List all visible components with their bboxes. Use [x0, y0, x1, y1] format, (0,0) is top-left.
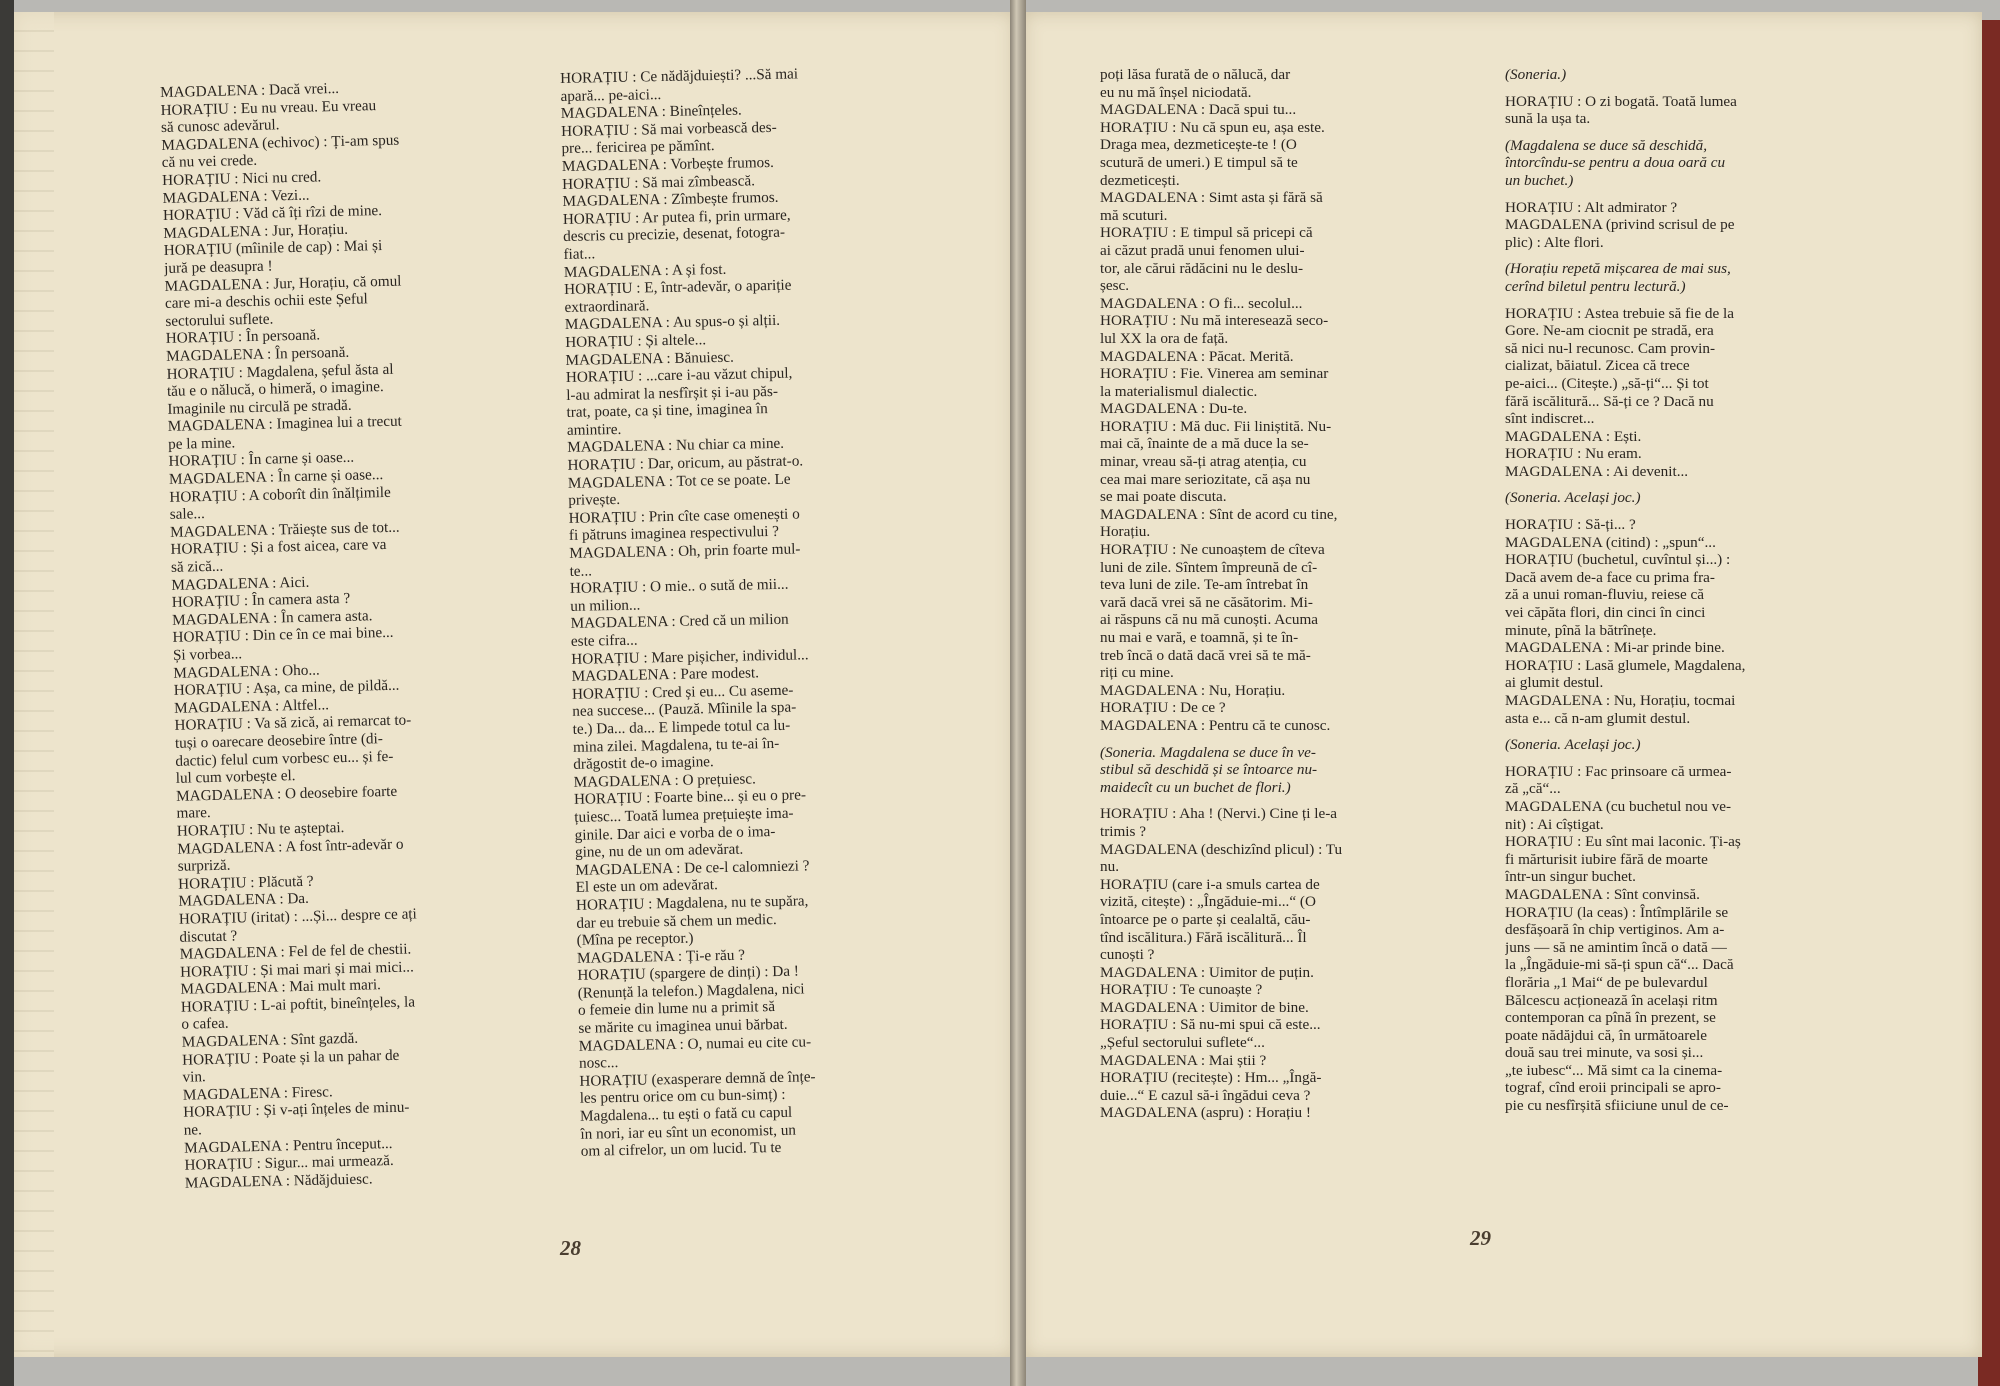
dialogue-line: HORAȚIU (care i-a smuls cartea de: [1100, 875, 1320, 893]
dialogue-line: o cafea.: [181, 1015, 229, 1034]
dialogue-line: sale...: [169, 505, 205, 524]
dialogue-line: MAGDALENA (cu buchetul nou ve-: [1505, 797, 1732, 815]
dialogue-line: luni de zile. Sîntem împreună de cî-: [1100, 558, 1318, 576]
dialogue-line: trimis ?: [1100, 822, 1146, 840]
stage-direction-line: un buchet.): [1505, 171, 1574, 189]
dialogue-line: vin.: [182, 1068, 206, 1086]
dialogue-line: MAGDALENA : Zîmbește frumos.: [562, 188, 779, 211]
dialogue-line: HORAȚIU : Mare pișicher, individul...: [571, 645, 809, 668]
dialogue-line: te...: [569, 562, 593, 580]
stage-direction-line: (Soneria. Magdalena se duce în ve-: [1100, 743, 1316, 761]
dialogue-line: HORAȚIU : Astea trebuie să fie de la: [1505, 304, 1735, 322]
dialogue-line: MAGDALENA : Mi-ar prinde bine.: [1505, 639, 1725, 657]
dialogue-line: Bălcescu acționează în același ritm: [1505, 991, 1718, 1009]
dialogue-line: MAGDALENA : Bineînțeles.: [560, 101, 742, 123]
dialogue-line: MAGDALENA : Vezi...: [162, 186, 310, 207]
dialogue-line: HORAȚIU : Alt admirator ?: [1505, 198, 1678, 216]
dialogue-line: HORAȚIU : L-ai poftit, bineînțeles, la: [180, 993, 416, 1016]
dialogue-line: să zică...: [170, 557, 224, 576]
dialogue-line: Imaginile nu circulă pe stradă.: [167, 396, 352, 418]
dialogue-line: drăgostit de-o imagine.: [573, 753, 714, 774]
dialogue-line: minute, pînă la bătrînețe.: [1505, 621, 1657, 639]
dialogue-line: MAGDALENA : Fel de fel de chestii.: [179, 940, 412, 963]
dialogue-line: MAGDALENA : O deosebire foarte: [175, 782, 398, 805]
dialogue-line: pe-aici... (Citește.) „să-ți“... Și tot: [1505, 374, 1709, 392]
dialogue-line: fiat...: [563, 245, 596, 263]
dialogue-line: MAGDALENA : Trăiește sus de tot...: [169, 518, 400, 541]
dialogue-line: HORAȚIU : Nu te așteptai.: [176, 818, 345, 840]
dialogue-line: „te iubesc“... Mă simt ca la cinema-: [1505, 1061, 1723, 1079]
dialogue-line: HORAȚIU : Mă duc. Fii liniștită. Nu-: [1100, 417, 1332, 435]
dialogue-line: MAGDALENA : În carne și oase...: [168, 466, 384, 488]
dialogue-line: HORAȚIU : Magdalena, șeful ăsta al: [166, 360, 394, 383]
dialogue-line: HORAȚIU : Poate și la un pahar de: [181, 1046, 400, 1069]
dialogue-line: HORAȚIU : Foarte bine... și eu o pre-: [573, 786, 807, 809]
dialogue-line: desfășoară în chip vertiginos. Am a-: [1505, 921, 1725, 939]
dialogue-line: HORAȚIU : Nu mă interesează seco-: [1100, 312, 1329, 330]
dialogue-line: la materialismul dialectic.: [1100, 382, 1258, 400]
dialogue-line: MAGDALENA : Jur, Horațiu.: [163, 220, 349, 242]
dialogue-line: apară... pe-aici...: [560, 85, 662, 105]
dialogue-line: se mărite cu imaginea unui bărbat.: [578, 1015, 788, 1037]
dialogue-line: MAGDALENA : Nu chiar ca mine.: [567, 435, 785, 457]
dialogue-line: HORAȚIU : Și a fost aicea, care va: [170, 536, 387, 559]
dialogue-line: descris cu precizie, desenat, fotogra-: [563, 224, 786, 246]
dialogue-line: asta e... că n-am glumit destul.: [1505, 709, 1691, 727]
dialogue-line: MAGDALENA : O fi... secolul...: [1100, 294, 1303, 312]
dialogue-line: HORAȚIU : Să mai zîmbească.: [562, 171, 756, 193]
dialogue-line: HORAȚIU : Ce nădăjduiești? ...Să mai: [560, 65, 799, 87]
dialogue-line: mă scuturi.: [1100, 206, 1168, 224]
dialogue-line: MAGDALENA : În persoană.: [165, 343, 350, 365]
dialogue-line: MAGDALENA : Aici.: [171, 573, 310, 594]
dialogue-line: HORAȚIU : Din ce în ce mai bine...: [172, 624, 394, 647]
dialogue-line: lul XX la ora de față.: [1100, 329, 1229, 347]
dialogue-line: HORAȚIU : Nici nu cred.: [161, 168, 322, 189]
dialogue-line: MAGDALENA (echivoc) : Ți-am spus: [161, 131, 400, 154]
dialogue-line: mina zilei. Magdalena, tu te-ai în-: [572, 734, 780, 756]
stage-direction-line: maidecît cu un buchet de flori.): [1100, 778, 1291, 796]
dialogue-line: să cunosc adevărul.: [160, 116, 280, 137]
stage-direction-line: (Soneria. Același joc.): [1505, 489, 1641, 507]
dialogue-line: minar, vreau să-ți atrag atenția, cu: [1100, 453, 1307, 471]
dialogue-line: MAGDALENA : Ai devenit...: [1505, 462, 1689, 480]
dialogue-line: (Mîna pe receptor.): [576, 929, 694, 949]
dialogue-line: MAGDALENA : Altfel...: [173, 696, 330, 717]
dialogue-line: mai că, înainte de a mă duce la se-: [1100, 435, 1309, 453]
dialogue-line: HORAȚIU : Prin cîte case omenești o: [568, 505, 800, 527]
dialogue-line: HORAȚIU : Aha ! (Nervi.) Cine ți le-a: [1100, 805, 1338, 823]
dialogue-line: tograf, cînd eroii principali se apro-: [1505, 1079, 1721, 1097]
dialogue-line: MAGDALENA : De ce-l calomniezi ?: [575, 857, 810, 879]
dialogue-line: teva luni de zile. Te-am întrebat în: [1100, 576, 1309, 594]
dialogue-line: MAGDALENA : Dacă vrei...: [160, 79, 340, 101]
dialogue-line: HORAȚIU : În carne și oase...: [168, 449, 355, 471]
dialogue-line: HORAȚIU : Lasă glumele, Magdalena,: [1505, 656, 1746, 674]
dialogue-line: MAGDALENA : Tot ce se poate. Le: [567, 470, 791, 492]
dialogue-line: nit) : Ai cîștigat.: [1505, 815, 1604, 833]
dialogue-line: HORAȚIU (la ceas) : Întîmplările se: [1505, 903, 1729, 921]
dialogue-line: MAGDALENA (citind) : „spun“...: [1505, 533, 1716, 551]
dialogue-line: tor, ale cărui rădăcini nu le deslu-: [1100, 259, 1304, 277]
stage-direction-line: (Magdalena se duce să deschidă,: [1505, 136, 1708, 154]
dialogue-line: nu.: [1100, 858, 1119, 876]
dialogue-line: sînt indiscret...: [1505, 410, 1595, 428]
dialogue-line: HORAȚIU : Nu că spun eu, așa este.: [1100, 118, 1325, 136]
dialogue-line: MAGDALENA : Mai știi ?: [1100, 1051, 1267, 1069]
dialogue-line: tuși o oarecare deosebire între (di-: [174, 730, 383, 752]
dialogue-line: Magdalena... tu ești o fată cu capul: [579, 1103, 793, 1125]
dialogue-line: pre... fericirea pe pămînt.: [561, 137, 715, 158]
text-column-4: [1505, 66, 1857, 1115]
dialogue-line: HORAȚIU (buchetul, cuvîntul și...) :: [1505, 551, 1731, 569]
dialogue-line: MAGDALENA (aspru) : Horațiu !: [1100, 1104, 1311, 1122]
dialogue-line: MAGDALENA : Firesc.: [182, 1083, 333, 1104]
dialogue-line: scutură de umeri.) E timpul să te: [1100, 153, 1298, 171]
dialogue-line: HORAȚIU : Văd că îți rîzi de mine.: [162, 202, 383, 225]
dialogue-line: HORAȚIU : A coborît din înălțimile: [169, 483, 391, 506]
dialogue-line: dezmeticești.: [1100, 171, 1180, 189]
dialogue-line: HORAȚIU (recitește) : Hm... „Îngă-: [1100, 1069, 1322, 1087]
dialogue-line: cializat, băiatul. Zicea că trece: [1505, 357, 1690, 375]
dialogue-line: pie cu nesfîrșită sfiiciune unul de ce-: [1505, 1097, 1729, 1115]
dialogue-line: „Șeful sectorului suflete“...: [1100, 1034, 1265, 1052]
dialogue-line: tînd iscălitura.) Fără iscălitură... Îl: [1100, 928, 1307, 946]
dialogue-line: MAGDALENA : Sînt de acord cu tine,: [1100, 505, 1338, 523]
dialogue-line: HORAȚIU : ...care i-au văzut chipul,: [565, 364, 793, 387]
dialogue-line: ai glumit destul.: [1505, 674, 1604, 692]
dialogue-line: HORAȚIU : Eu nu vreau. Eu vreau: [160, 96, 377, 119]
dialogue-line: plic) : Alte flori.: [1505, 233, 1604, 251]
dialogue-line: HORAȚIU : Așa, ca mine, de pildă...: [173, 676, 400, 700]
dialogue-line: Și vorbea...: [172, 645, 243, 664]
dialogue-line: Dacă avem de-a face cu prima fra-: [1505, 568, 1715, 586]
stage-direction-line: stibul să deschidă și se întoarce nu-: [1100, 761, 1318, 779]
dialogue-line: amintire.: [566, 420, 622, 439]
dialogue-line: privește.: [568, 491, 621, 510]
dialogue-line: ză „că“...: [1505, 780, 1561, 798]
dialogue-line: HORAȚIU : Fie. Vinerea am seminar: [1100, 365, 1329, 383]
dialogue-line: HORAȚIU : Sigur... mai urmează.: [184, 1152, 394, 1174]
dialogue-line: HORAȚIU : Magdalena, nu te supăra,: [575, 892, 809, 914]
dialogue-line: ză a unui roman-fluviu, reiese că: [1505, 586, 1705, 604]
dialogue-line: HORAȚIU : Eu sînt mai laconic. Ți-aș: [1505, 833, 1741, 851]
dialogue-line: HORAȚIU : În camera asta ?: [171, 590, 351, 612]
stage-direction-line: cerînd biletul pentru lectură.): [1505, 277, 1686, 295]
text-column-2: [560, 63, 956, 1161]
dialogue-line: MAGDALENA : Nu, Horațiu.: [1100, 681, 1286, 699]
dialogue-line: HORAȚIU : Și altele...: [565, 331, 707, 351]
dialogue-line: Gore. Ne-am ciocnit pe stradă, era: [1505, 322, 1714, 340]
dialogue-line: Horațiu.: [1100, 523, 1151, 541]
dialogue-line: ai răspuns că nu mă cunoști. Acuma: [1100, 611, 1319, 629]
dialogue-line: Draga mea, dezmeticește-te ! (O: [1100, 136, 1297, 154]
dialogue-line: MAGDALENA : Jur, Horațiu, că omul: [164, 272, 402, 295]
dialogue-line: să nici nu-l recunosc. Cam provin-: [1505, 339, 1716, 357]
page-edge: [14, 12, 54, 1357]
dialogue-line: HORAȚIU : Plăcută ?: [177, 872, 314, 893]
stage-direction-line: întorcîndu-se pentru a doua oară cu: [1505, 154, 1726, 172]
dialogue-line: te.) Da... da... E limpede totul ca lu-: [572, 716, 791, 738]
dialogue-line: ne.: [183, 1121, 203, 1139]
dialogue-line: les pentru orice om cu bun-simț) :: [579, 1086, 786, 1108]
dialogue-line: care mi-a deschis ochii este Șeful: [164, 290, 368, 313]
dialogue-line: HORAȚIU : Fac prinsoare că urmea-: [1505, 762, 1732, 780]
dialogue-line: la „Îngăduie-mi să-ți spun că“... Dacă: [1505, 956, 1734, 974]
dialogue-line: MAGDALENA : Ți-e rău ?: [576, 946, 746, 967]
dialogue-line: contemporan ca pînă în prezent, se: [1505, 1009, 1716, 1027]
dialogue-line: MAGDALENA : Ești.: [1505, 427, 1642, 445]
dialogue-line: MAGDALENA (privind scrisul de pe: [1505, 216, 1735, 234]
dialogue-line: riți cu mine.: [1100, 664, 1174, 682]
dialogue-line: HORAȚIU : O zi bogată. Toată lumea: [1505, 92, 1737, 110]
dialogue-line: dar eu trebuie să chem un medic.: [576, 910, 777, 932]
dialogue-line: MAGDALENA (deschizînd plicul) : Tu: [1100, 840, 1343, 858]
dialogue-line: MAGDALENA : Oh, prin foarte mul-: [569, 540, 801, 562]
dialogue-line: HORAȚIU : Să mai vorbească des-: [561, 118, 777, 140]
dialogue-line: lul cum vorbește el.: [175, 767, 296, 787]
dialogue-line: două sau trei minute, va sosi și...: [1505, 1044, 1704, 1062]
dialogue-line: HORAȚIU : Și v-ați înțeles de minu-: [183, 1099, 410, 1122]
dialogue-line: ginile. Dar aici e vorba de o ima-: [574, 822, 776, 844]
dialogue-line: HORAȚIU : Să-ți... ?: [1505, 516, 1636, 534]
dialogue-line: MAGDALENA : Sînt gazdă.: [181, 1029, 359, 1051]
dialogue-line: HORAȚIU : O mie.. o sută de mii...: [569, 575, 789, 598]
dialogue-line: vară dacă vrei să ne căsătorim. Mi-: [1100, 593, 1313, 611]
dialogue-line: MAGDALENA : A și fost.: [563, 260, 727, 281]
text-column-1: [160, 76, 555, 1193]
dialogue-line: ai căzut pradă unui fenomen ului-: [1100, 241, 1305, 259]
text-column-3: [1100, 66, 1452, 1122]
dialogue-line: într-un singur buchet.: [1505, 868, 1636, 886]
dialogue-line: HORAȚIU (exasperare demnă de înțe-: [579, 1068, 816, 1090]
dialogue-line: HORAȚIU : E, într-adevăr, o apariție: [564, 276, 792, 299]
dialogue-line: extraordinară.: [564, 297, 650, 316]
dialogue-line: MAGDALENA : Imaginea lui a trecut: [167, 412, 403, 436]
dialogue-line: treb încă o dată dacă vrei să te mă-: [1100, 646, 1311, 664]
dialogue-line: MAGDALENA : Nu, Horațiu, tocmai: [1505, 692, 1736, 709]
dialogue-line: nu mai e vară, e toamnă, și te în-: [1100, 629, 1299, 646]
dialogue-line: un milion...: [570, 596, 641, 615]
dialogue-line: eu nu mă înșel niciodată.: [1100, 83, 1252, 101]
dialogue-line: sună la ușa ta.: [1505, 110, 1591, 128]
dialogue-line: MAGDALENA : O, numai eu cite cu-: [578, 1033, 812, 1055]
dialogue-line: HORAȚIU (iritat) : ...Și... despre ce ați: [178, 905, 417, 928]
dialogue-line: gine, nu de un om adevărat.: [574, 840, 744, 861]
dialogue-line: întoarce pe o parte și cealaltă, cău-: [1100, 910, 1311, 928]
dialogue-line: HORAȚIU : Nu eram.: [1505, 445, 1642, 463]
dialogue-line: MAGDALENA : Mai mult mari.: [180, 976, 382, 999]
dialogue-line: om al cifrelor, un om lucid. Tu te: [580, 1139, 782, 1161]
dialogue-line: nea succese... (Pauză. Mîinile la spa-: [572, 698, 797, 721]
dialogue-line: MAGDALENA : Bănuiesc.: [565, 348, 735, 369]
stage-direction-line: (Horațiu repetă mișcarea de mai sus,: [1505, 260, 1731, 278]
dialogue-line: cea mai mare seriozitate, că așa nu: [1100, 470, 1311, 488]
dialogue-line: HORAȚIU : În persoană.: [165, 326, 321, 348]
dialogue-line: HORAȚIU : Te cunoaște ?: [1100, 981, 1263, 999]
dialogue-line: MAGDALENA : Păcat. Merită.: [1100, 347, 1294, 365]
dialogue-line: că nu vei crede.: [161, 152, 258, 172]
dialogue-line: poți lăsa furată de o nălucă, dar: [1100, 66, 1291, 83]
dialogue-line: MAGDALENA : Dacă spui tu...: [1100, 101, 1297, 119]
dialogue-line: MAGDALENA : Oho...: [173, 661, 320, 682]
dialogue-line: MAGDALENA : Pentru că te cunosc.: [1100, 716, 1331, 734]
dialogue-line: HORAȚIU : Și mai mari și mai mici...: [179, 958, 414, 981]
dialogue-line: HORAȚIU (spargere de dinți) : Da !: [577, 962, 800, 985]
dialogue-line: HORAȚIU (mîinile de cap) : Mai și: [163, 237, 383, 260]
dialogue-line: nosc...: [578, 1054, 619, 1073]
dialogue-line: tău e o nălucă, o himeră, o imagine.: [166, 378, 384, 401]
dialogue-line: surpriză.: [177, 856, 231, 875]
dialogue-line: MAGDALENA : O prețuiesc.: [573, 770, 757, 791]
dialogue-line: HORAȚIU : E timpul să pricepi că: [1100, 224, 1313, 242]
dialogue-line: (Renunță la telefon.) Magdalena, nici: [577, 980, 805, 1002]
dialogue-line: țuiesc... Toată lumea prețuiește ima-: [574, 804, 794, 826]
page-number-right: 29: [1470, 1226, 1491, 1250]
dialogue-line: HORAȚIU : Dar, oricum, au păstrat-o.: [567, 452, 804, 474]
dialogue-line: se mai poate discuta.: [1100, 488, 1227, 506]
dialogue-line: sectorului suflete.: [165, 310, 274, 330]
dialogue-line: MAGDALENA : Pare modest.: [571, 664, 760, 686]
dialogue-line: MAGDALENA : A fost într-adevăr o: [177, 835, 404, 858]
dialogue-line: HORAȚIU : Va să zică, ai remarcat to-: [174, 711, 412, 735]
dialogue-line: MAGDALENA : Vorbește frumos.: [561, 153, 775, 175]
dialogue-line: HORAȚIU : De ce ?: [1100, 699, 1226, 717]
dialogue-line: mare.: [176, 804, 211, 823]
dialogue-line: MAGDALENA : Pentru început...: [183, 1134, 393, 1157]
dialogue-line: HORAȚIU : Să nu-mi spui că este...: [1100, 1016, 1321, 1034]
dialogue-line: l-au admirat la nesfîrșit și i-au păs-: [566, 382, 779, 404]
dialogue-line: MAGDALENA : Nădăjduiesc.: [184, 1170, 373, 1192]
dialogue-line: florăria „1 Mai“ de pe bulevardul: [1505, 973, 1708, 991]
dialogue-line: în nori, iar eu sînt un economist, un: [580, 1121, 797, 1143]
dialogue-line: duie...“ E cazul să-i îngădui ceva ?: [1100, 1086, 1311, 1104]
dialogue-line: MAGDALENA : Du-te.: [1100, 400, 1248, 418]
dialogue-line: cunoști ?: [1100, 946, 1155, 964]
dialogue-line: este cifra...: [570, 631, 638, 650]
dialogue-line: MAGDALENA : Uimitor de puțin.: [1100, 963, 1314, 981]
dialogue-line: vei căpăta flori, din cinci în cinci: [1505, 604, 1706, 622]
dialogue-line: discutat ?: [179, 926, 238, 946]
dialogue-line: MAGDALENA : Da.: [178, 890, 310, 911]
dialogue-line: pe la mine.: [167, 434, 236, 453]
dialogue-line: fi pătruns imaginea respectivului ?: [568, 523, 780, 545]
dialogue-line: jură pe deasupra !: [163, 257, 273, 277]
dialogue-line: HORAȚIU : Ar putea fi, prin urmare,: [562, 206, 791, 228]
dialogue-line: juns — să ne amintim încă o dată —: [1505, 938, 1727, 956]
book-cover-edge-left: [0, 0, 14, 1386]
dialogue-line: MAGDALENA : Sînt convinsă.: [1505, 885, 1700, 903]
dialogue-line: trat, poate, ca și tine, imaginea în: [566, 400, 768, 422]
dialogue-line: MAGDALENA : Uimitor de bine.: [1100, 998, 1309, 1016]
dialogue-line: MAGDALENA : Simt asta și fără să: [1100, 189, 1323, 207]
dialogue-line: poate nădăjdui că, în următoarele: [1505, 1026, 1707, 1044]
dialogue-line: HORAȚIU : Ne cunoaștem de cîteva: [1100, 541, 1325, 559]
dialogue-line: MAGDALENA : În camera asta.: [171, 607, 373, 629]
dialogue-line: MAGDALENA : Au spus-o și alții.: [564, 312, 781, 334]
dialogue-line: MAGDALENA : Cred că un milion: [570, 611, 789, 633]
page-number-left: 28: [560, 1236, 581, 1260]
book-spine: [1010, 0, 1026, 1386]
dialogue-line: fără iscălitură... Să-ți ce ? Dacă nu: [1505, 392, 1714, 410]
dialogue-line: o femeie din lume nu a primit să: [577, 998, 776, 1020]
dialogue-line: vizită, citește) : „Îngăduie-mi...“ (O: [1100, 893, 1316, 911]
dialogue-line: șesc.: [1100, 277, 1130, 295]
dialogue-line: fi mărturisit iubire fără de moarte: [1505, 850, 1708, 868]
stage-direction-line: (Soneria. Același joc.): [1505, 736, 1641, 754]
dialogue-line: HORAȚIU : Cred și eu... Cu aseme-: [571, 681, 794, 703]
dialogue-line: El este un om adevărat.: [575, 876, 718, 897]
dialogue-line: dactic) felul cum vorbesc eu... și fe-: [175, 747, 394, 770]
stage-direction-line: (Soneria.): [1505, 66, 1567, 83]
